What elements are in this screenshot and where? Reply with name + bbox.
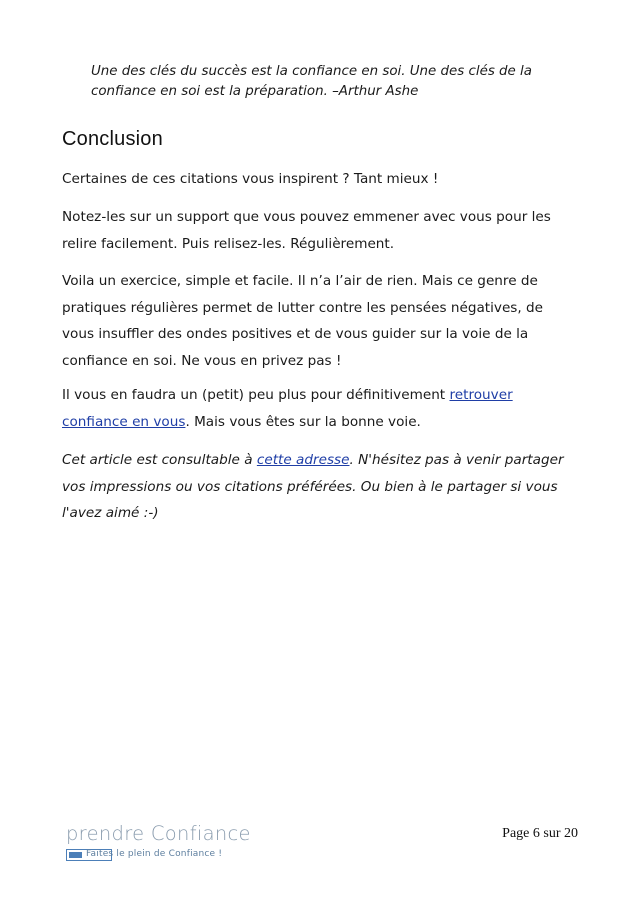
paragraph-5-text-start: Cet article est consultable à (62, 452, 257, 468)
paragraph-1: Certaines de ces citations vous inspirent ? Tant mieux ! (62, 171, 439, 187)
logo-tagline: Faites le plein de Confiance ! (86, 849, 223, 859)
logo-title: prendre Confiance (66, 822, 251, 845)
paragraph-4-text-start: Il vous en faudra un (petit) peu plus pour définitivement (62, 387, 450, 403)
cette-adresse-link[interactable]: cette adresse (256, 452, 350, 468)
paragraph-3: Voila un exercice, simple et facile. Il n’a l’air de rien. Mais ce genre de pratiques régulières permet de lutter contre les pensées négatives, de vous insuffler des ondes positives et de vous guider sur la voie de la confiance en soi. Ne vous en privez pas ! (62, 273, 544, 369)
paragraph-4 (62, 382, 577, 435)
quote-text: Une des clés du succès est la confiance en soi. Une des clés de la confiance en soi est la préparation. –Arthur Ashe (91, 64, 532, 99)
page-number: Page 6 sur 20 (502, 826, 578, 841)
retrouver-confiance-link[interactable]: retrouver confiance en vous (62, 387, 513, 430)
paragraph-4-text-end: . Mais vous êtes sur la bonne voie. (185, 413, 421, 430)
paragraph-2: Notez-les sur un support que vous pouvez emmener avec vous pour les relire facilement. Puis relisez-les. Régulièrement. (62, 209, 551, 252)
battery-fill (69, 852, 82, 858)
paragraph-5 (62, 447, 577, 527)
section-heading: Conclusion (62, 128, 163, 150)
footer-logo (66, 822, 296, 872)
paragraph-5-text-end: . N'hésitez pas à venir partager vos impressions ou vos citations préférées. Ou bien à le partager si vous l'avez aimé :-) (62, 452, 564, 521)
